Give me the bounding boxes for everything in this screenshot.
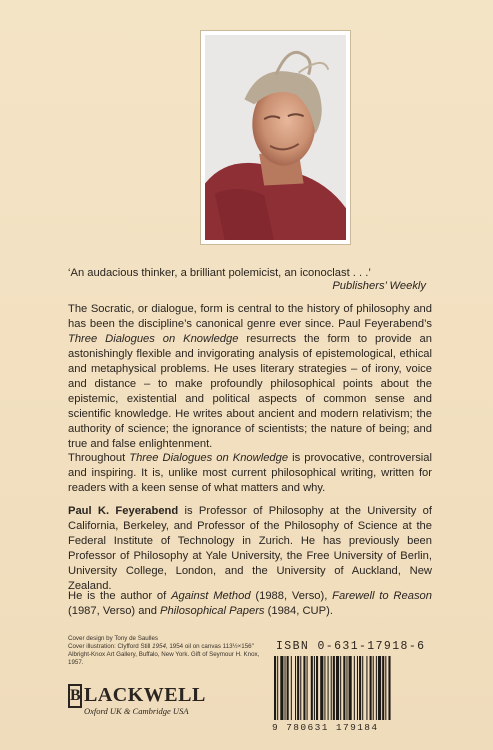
work-title: Philosophical Papers bbox=[160, 605, 265, 617]
barcode-bar bbox=[333, 656, 335, 720]
barcode-bar bbox=[300, 656, 301, 720]
blurb-paragraph-1 bbox=[68, 302, 432, 452]
author-name: Paul K. Feyerabend bbox=[68, 505, 179, 517]
works-text: (1984, CUP). bbox=[264, 605, 333, 617]
author-works bbox=[68, 589, 432, 619]
barcode-bar bbox=[280, 656, 283, 720]
blurb-text: Throughout bbox=[68, 452, 130, 464]
blurb-text: resurrects the form to provide an astonishingly flexible and invigorating analysis of epistemological, ethical and metaphysical problems. He uses literary strategies – of irony, voice and distance – to make profoundly philosophical points about the epistemic, existential and political aspects of common sense and scientific knowledge. He writes about ancient and modern relativism; the authority of science; the ignorance of scientists; the nature of being; and true and false enlightenment. bbox=[68, 333, 432, 450]
barcode-bar bbox=[346, 656, 347, 720]
barcode-bar bbox=[314, 656, 315, 720]
barcode-bar bbox=[307, 656, 308, 720]
isbn-label: ISBN 0-631-17918-6 bbox=[276, 640, 426, 653]
barcode-bar bbox=[357, 656, 358, 720]
barcode-bar bbox=[291, 656, 292, 720]
barcode-bar bbox=[295, 656, 296, 720]
cover-credits bbox=[68, 635, 268, 667]
barcode-bar bbox=[287, 656, 289, 720]
review-quote: ‘An audacious thinker, a brilliant polemicist, an iconoclast . . .’ bbox=[68, 267, 371, 279]
book-title: Three Dialogues on Knowledge bbox=[129, 452, 289, 464]
credit-text: , 1954 oil on canvas 113½×156″ Albright-Knox Art Gallery, Buffalo, New York. Gift of Seymour H. Knox, 1957. bbox=[68, 643, 260, 666]
barcode-bar bbox=[388, 656, 390, 720]
author-photo bbox=[200, 30, 351, 245]
barcode-bar bbox=[336, 656, 339, 720]
barcode-bar bbox=[277, 656, 278, 720]
barcode-bar bbox=[297, 656, 299, 720]
barcode-bar bbox=[316, 656, 318, 720]
publisher-locations: Oxford UK & Cambridge USA bbox=[84, 706, 189, 716]
blurb-text: is provocative, controversial and inspiring. It is, unlike most current philosophical writing, written for readers with a keen sense of what matters and why. bbox=[68, 452, 432, 494]
barcode-bar bbox=[366, 656, 367, 720]
barcode-bar bbox=[382, 656, 384, 720]
barcode-bar bbox=[324, 656, 325, 720]
barcode-bar bbox=[354, 656, 355, 720]
barcode-bar bbox=[285, 656, 286, 720]
barcode-bar bbox=[378, 656, 381, 720]
barcode-bar bbox=[303, 656, 305, 720]
author-bio bbox=[68, 504, 432, 594]
publisher-logo bbox=[68, 682, 218, 718]
book-title: Three Dialogues on Knowledge bbox=[68, 333, 239, 345]
barcode-bar bbox=[373, 656, 374, 720]
barcode-bar bbox=[274, 656, 276, 720]
barcode-digits: 9 780631 179184 bbox=[272, 722, 379, 733]
barcode-bar bbox=[340, 656, 341, 720]
blurb-paragraph-2 bbox=[68, 451, 432, 496]
barcode-bar bbox=[331, 656, 332, 720]
barcode-bar bbox=[320, 656, 323, 720]
barcode-bar bbox=[370, 656, 372, 720]
publisher-mark: B bbox=[68, 684, 82, 708]
barcode-bar bbox=[359, 656, 361, 720]
barcode-bar bbox=[376, 656, 377, 720]
author-portrait-image bbox=[205, 35, 346, 240]
barcode-bar bbox=[311, 656, 313, 720]
works-text: He is the author of bbox=[68, 590, 172, 602]
barcode-bar bbox=[349, 656, 352, 720]
artwork-title: 1954 bbox=[152, 643, 166, 650]
barcode-bar bbox=[385, 656, 386, 720]
cover-design-credit: Cover design by Tony de Saulles bbox=[68, 635, 159, 642]
barcode-bar bbox=[362, 656, 363, 720]
work-title: Farewell to Reason bbox=[332, 590, 432, 602]
barcode bbox=[272, 656, 428, 720]
works-text: (1988, Verso), bbox=[250, 590, 333, 602]
works-text: (1987, Verso) and bbox=[68, 605, 161, 617]
publisher-name: LACKWELL bbox=[84, 684, 206, 706]
blurb-text: The Socratic, or dialogue, form is central to the history of philosophy and has been the discipline’s canonical genre ever since. Paul Feyerabend’s bbox=[68, 303, 432, 330]
bio-text: is Professor of Philosophy at the University of California, Berkeley, and Professor of the Philosophy of Science at the Federal Institute of Technology in Zurich. He has previously been Professor of Philosophy at Yale University, the Free University of Berlin, University College, London, and the University of Auckland, New Zealand. bbox=[68, 505, 432, 592]
barcode-bar bbox=[328, 656, 329, 720]
work-title: Against Method bbox=[171, 590, 251, 602]
cover-illustration-credit bbox=[68, 643, 268, 667]
review-source: Publishers’ Weekly bbox=[332, 280, 426, 292]
credit-text: Cover illustration: Clyfford Still bbox=[68, 643, 153, 650]
barcode-bar bbox=[343, 656, 345, 720]
